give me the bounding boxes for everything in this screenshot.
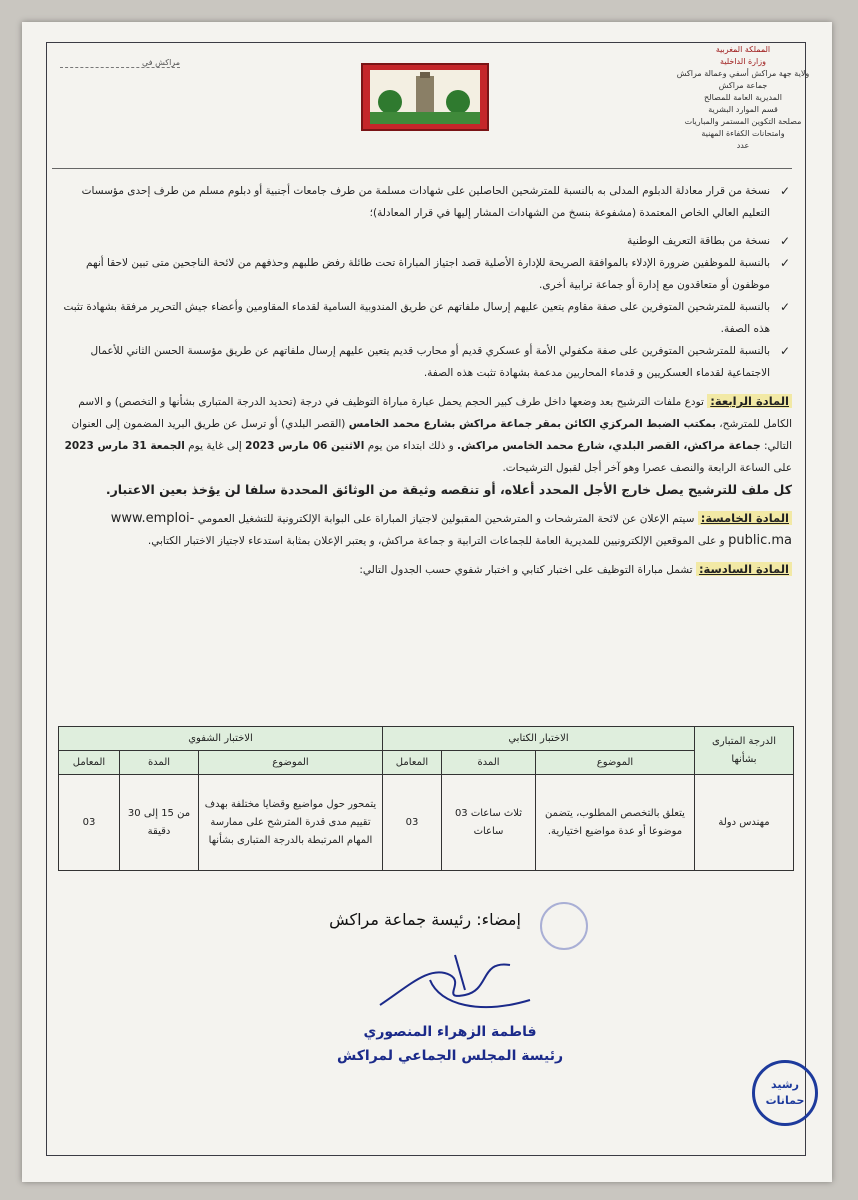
article-text: و على الموقعين الإلكترونيين للمديرية العامة للجماعات الترابية و جماعة مراكش، و يعتبر الإعلان بمثابة استدعاء لاجتياز الاختبار الكتابي. bbox=[147, 535, 725, 547]
faded-stamp bbox=[540, 902, 588, 950]
signatory-role: رئيسة المجلس الجماعي لمراكش bbox=[336, 1048, 564, 1064]
article-text: تودع ملفات الترشيح بعد وضعها داخل طرف كبير الحجم يحمل عبارة مباراة التوظيف في درجة (تحديد الدرجة المتبارى بشأنها و التخصص) و الاسم الكامل للمترشح، bbox=[78, 396, 792, 430]
written-coef-header: المعامل bbox=[383, 751, 442, 775]
article-title: المادة الخامسة: bbox=[698, 511, 792, 525]
signature-title: إمضاء: رئيسة جماعة مراكش bbox=[329, 910, 521, 929]
oral-duration-header: المدة bbox=[120, 751, 199, 775]
written-duration-header: المدة bbox=[442, 751, 536, 775]
end-date: الجمعة 31 مارس 2023 bbox=[64, 440, 185, 452]
article-title: المادة السادسة: bbox=[696, 562, 792, 576]
oral-exam-header: الاختبار الشفوي bbox=[59, 727, 383, 751]
article-text: و ذلك ابتداء من يوم bbox=[367, 440, 454, 452]
header-divider bbox=[52, 168, 792, 169]
header-line: ولاية جهة مراكش أسفي وعمالة مراكش bbox=[676, 69, 810, 78]
article-4 bbox=[56, 390, 792, 479]
list-item bbox=[56, 296, 792, 340]
oral-duration-cell: من 15 إلى 30 دقيقة bbox=[120, 775, 199, 871]
header-line: وامتحانات الكفاءة المهنية bbox=[701, 129, 785, 138]
bullet-text: نسخة من بطاقة التعريف الوطنية bbox=[627, 235, 770, 247]
article-text: على الساعة الرابعة والنصف عصرا وهو آخر أجل لقبول الترشيحات. bbox=[502, 462, 792, 474]
handwritten-signature bbox=[370, 945, 540, 1025]
oral-coef-cell: 03 bbox=[59, 775, 120, 871]
article-text: (القصر البلدي) أو ترسل عن طريق البريد المضمون إلى العنوان التالي: bbox=[71, 418, 792, 452]
document-body bbox=[56, 180, 792, 581]
office-text: بمكتب الضبط المركزي الكائن بمقر جماعة مراكش بشارع محمد الخامس bbox=[348, 418, 716, 430]
blue-stamp bbox=[752, 1060, 818, 1126]
list-item bbox=[56, 340, 792, 384]
header-line: مصلحة التكوين المستمر والمباريات bbox=[684, 117, 802, 126]
oral-coef-header: المعامل bbox=[59, 751, 120, 775]
header-line: قسم الموارد البشرية bbox=[708, 105, 778, 114]
checkmark-icon: ✓ bbox=[779, 300, 790, 314]
article-text: تشمل مباراة التوظيف على اختبار كتابي و اختبار شفوي حسب الجدول التالي: bbox=[359, 564, 693, 576]
exam-table bbox=[58, 726, 794, 871]
checkmark-icon: ✓ bbox=[779, 234, 790, 248]
header-line: المملكة المغربية bbox=[715, 45, 771, 54]
article-5 bbox=[56, 507, 792, 552]
header-administration-block bbox=[668, 44, 818, 152]
bullet-text: نسخة من قرار معادلة الدبلوم المدلى به بالنسبة للمترشحين الحاصلين على شهادات مسلمة من طرف جامعات أجنبية أو دبلوم مسلم من طرف إحدى مؤسسات التعليم العالي الخاص المعتمدة (مشفوعة بنسخ من الشهادات المشار إليها في قرار المعادلة)؛ bbox=[81, 185, 770, 219]
table-row bbox=[59, 775, 794, 871]
date-field: مراكش في bbox=[60, 58, 180, 68]
address-text: جماعة مراكش، القصر البلدي، شارع محمد الخامس مراكش. bbox=[457, 440, 761, 452]
header-line: المديرية العامة للمصالح bbox=[704, 93, 782, 102]
written-duration-cell: ثلاث ساعات 03 ساعات bbox=[442, 775, 536, 871]
written-subject-cell: يتعلق بالتخصص المطلوب، يتضمن موضوعا أو عدة مواضيع اختيارية. bbox=[536, 775, 695, 871]
municipality-emblem bbox=[360, 62, 490, 132]
checkmark-icon: ✓ bbox=[779, 344, 790, 358]
oral-subject-cell: يتمحور حول مواضيع وقضايا مختلفة بهدف تقييم مدى قدرة المترشح على ممارسة المهام المرتبطة بالدرجة المتبارى بشأنها bbox=[199, 775, 383, 871]
signatory-name: فاطمة الزهراء المنصوري bbox=[363, 1024, 537, 1040]
checkmark-icon: ✓ bbox=[779, 256, 790, 270]
article-6 bbox=[56, 558, 792, 581]
header-line: وزارة الداخلية bbox=[720, 57, 766, 66]
written-coef-cell: 03 bbox=[383, 775, 442, 871]
bullet-text: بالنسبة للموظفين ضرورة الإدلاء بالموافقة الصريحة للإدارة الأصلية قصد اجتياز المباراة تحت طائلة رفض طلبهم وحذفهم من لائحة الناجحين متى تبين لاحقا أنهم موظفون أو متعاقدون مع إدارة أو جماعة ترابية أخرى. bbox=[86, 257, 770, 291]
start-date: الاثنين 06 مارس 2023 bbox=[245, 440, 365, 452]
article-title: المادة الرابعة: bbox=[707, 394, 792, 408]
list-item bbox=[56, 252, 792, 296]
article-text: إلى غاية يوم bbox=[188, 440, 242, 452]
bullet-text: بالنسبة للمترشحين المتوفرين على صفة مكفولي الأمة أو عسكري قديم أو محارب قديم يتعين عليهم إرسال ملفاتهم عن طريق مؤسسة الحسن الثاني للأعمال الاجتماعية لقدماء العسكريين و قدماء المحاربين مدعمة بشهادة تثبت هذه الصفة. bbox=[90, 345, 770, 379]
written-subject-header: الموضوع bbox=[536, 751, 695, 775]
grade-header: الدرجة المتبارى بشأنها bbox=[695, 727, 794, 775]
checkmark-icon: ✓ bbox=[779, 184, 790, 198]
written-exam-header: الاختبار الكتابي bbox=[383, 727, 695, 751]
portal-link[interactable]: www.emploi-public.ma bbox=[110, 511, 792, 548]
bullet-text: بالنسبة للمترشحين المتوفرين على صفة مقاوم يتعين عليهم إرسال ملفاتهم عن طريق المندوبية السامية لقدماء المقاومين وأعضاء جيش التحرير مرفقة بشهادة تثبت هذه الصفة. bbox=[63, 301, 770, 335]
article-text: سيتم الإعلان عن لائحة المترشحات و المترشحين المقبولين لاجتياز المباراة على البوابة الإلكترونية للتشغيل العمومي bbox=[197, 513, 695, 525]
oral-subject-header: الموضوع bbox=[199, 751, 383, 775]
signature-block bbox=[300, 910, 550, 929]
list-item bbox=[56, 230, 792, 252]
stamp-line: رشيد bbox=[771, 1078, 799, 1091]
signatory bbox=[330, 1020, 570, 1068]
header-line: جماعة مراكش bbox=[718, 81, 768, 90]
header-line: عدد bbox=[736, 141, 750, 150]
stamp-line: حمانات bbox=[765, 1094, 805, 1107]
list-item bbox=[56, 180, 792, 224]
deadline-warning: كل ملف للترشيح يصل خارج الأجل المحدد أعلاه، أو تنقصه وثيقة من الوثائق المحددة سلفا لن يؤخذ بعين الاعتبار. bbox=[105, 482, 792, 497]
grade-cell: مهندس دولة bbox=[695, 775, 794, 871]
